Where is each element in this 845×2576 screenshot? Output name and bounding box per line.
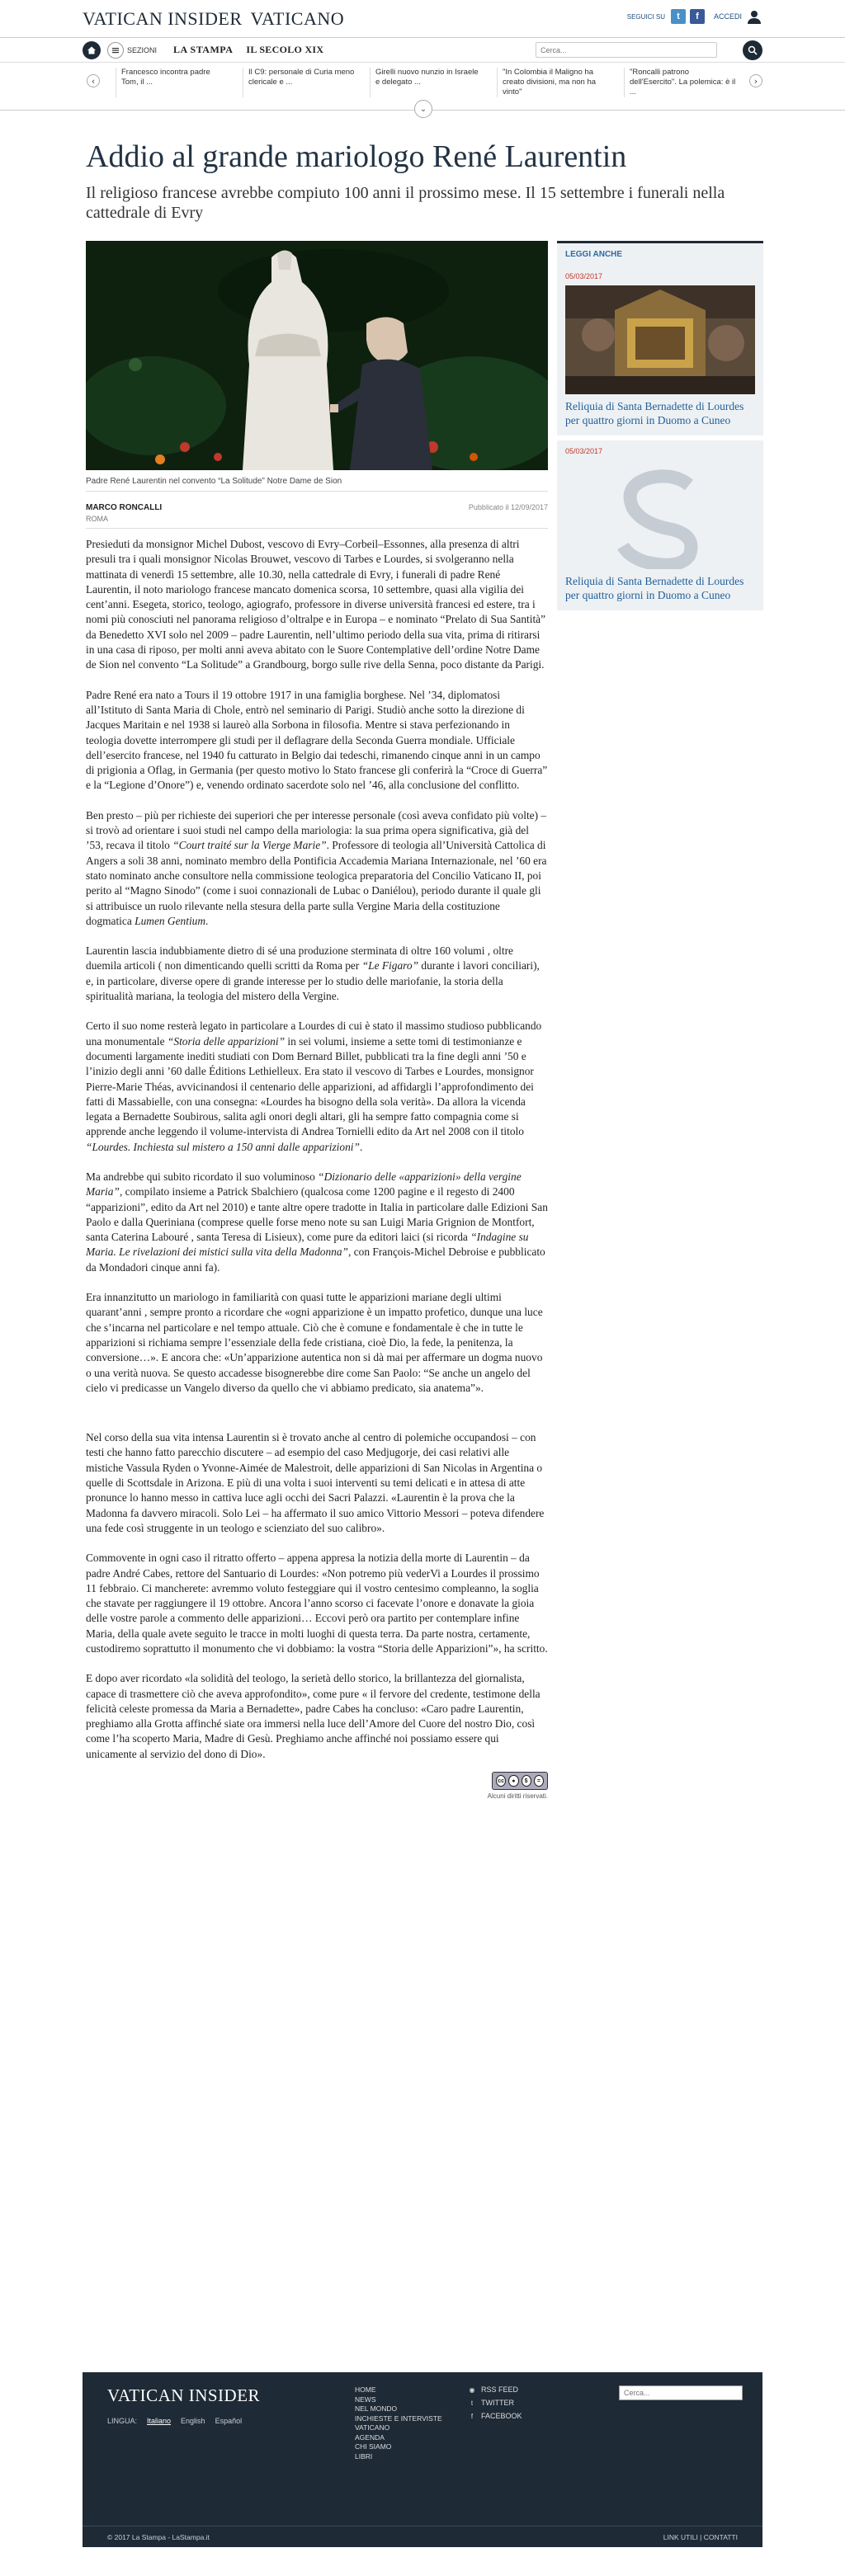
footer-bottom	[83, 2526, 762, 2547]
footer-search-input[interactable]	[619, 2385, 743, 2400]
footer-link[interactable]: HOME	[355, 2385, 376, 2394]
article-header	[0, 111, 845, 223]
footer-link[interactable]: CHI SIAMO	[355, 2442, 392, 2451]
article-photo	[86, 241, 548, 470]
secolo-xix-logo[interactable]: IL SECOLO XIX	[246, 44, 324, 55]
top-header	[0, 0, 845, 38]
related-heading: LEGGI ANCHE	[557, 241, 763, 266]
user-icon[interactable]	[746, 8, 762, 25]
paragraph: Padre René era nato a Tours il 19 ottobre 1917 in una famiglia borghese. Nel ’34, diplomatosi all’Istituto di Santa Maria di Chole, entrò nel seminario di Parigi. Studiò anche sotto la direzione di Jacques Maritain e nel 1938 si laureò alla Sorbona in filosofia. Mentre si stava perfezionando in teologia dovette interrompere gli studi per il deflagrare della Seconda Guerra mondiale. Ufficiale dell’esercito francese, nel 1940 fu catturato in Belgio dai tedeschi, rimanendo cinque anni in un campo di prigionia a Oflag, in Germania (per questo motivo lo Stato francese gli conferirà la “Croce di Guerra” e la “Legione d’Onore”) e, venendo ordinato sacerdote solo nel ’46, alla conclusione del conflitto.	[86, 688, 548, 792]
la-stampa-logo[interactable]: LA STAMPA	[173, 44, 234, 55]
news-carousel	[0, 63, 845, 114]
published-date: Pubblicato il 12/09/2017	[468, 503, 548, 511]
chevron-right-icon[interactable]: ›	[749, 74, 762, 87]
carousel-item[interactable]: Francesco incontra padre Tom, il ...	[116, 68, 228, 97]
author-block	[86, 503, 162, 523]
related-date: 05/03/2017	[565, 447, 603, 455]
paragraph: E dopo aver ricordato «la solidità del teologo, la serietà dello storico, la brillantezza del giornalista, capace di trasmettere ciò che aveva approfondito», come pure « il fervore del credente, testimone della felicità celeste promessa da Maria a Bernadette», padre Cabes ha concluso: «Caro padre Laurentin, preghiamo alla Grotta affinché siate ora immersi nella luce dell’Amore del Cuore del nostro Dio, così come l’ha scoperto Maria, Madre di Gesù. Preghiamo anche affinché noi possiamo essere qui unicamente al servizio del dono di Dio».	[86, 1672, 541, 1760]
creative-commons-icon[interactable]	[492, 1772, 548, 1790]
related-title[interactable]: Reliquia di Santa Bernadette di Lourdes per quattro giorni in Duomo a Cuneo	[565, 575, 744, 601]
related-card[interactable]	[557, 266, 763, 436]
statue-photo-image	[86, 241, 548, 470]
by-icon: ●	[508, 1775, 518, 1787]
rss-link[interactable]: ◉ RSS FEED	[469, 2385, 519, 2394]
paragraph: Laurentin lascia indubbiamente dietro di sé una produzione sterminata di oltre 160 volumi , oltre duemila articoli ( non dimenticando quelli scritti da Roma per “Le Figaro” durante i lavori conciliari), e, in particolare, diverse opere di grande interesse per lo studio delle mariofanie, la storia della spiritualità mariana, la teologia del mistero della Vergine.	[86, 944, 540, 1003]
footer-link[interactable]: AGENDA	[355, 2432, 385, 2442]
footer-link[interactable]: LIBRI	[355, 2451, 373, 2461]
paragraph: Ma andrebbe qui subito ricordato il suo voluminoso “Dizionario delle «apparizioni» della vergine Maria”, compilato insieme a Patrick Sbalchiero (qualcosa come 1200 pagine e il regesto di 2400 “apparizioni”, edito da Art nel 2010) e tante altre opere tradotte in Italia in particolare dalle Edizioni San Paolo e dalla Queriniana (comprese quelle forse meno note su san Luigi Maria Grignion de Montfort, santa Caterina Labouré , santa Teresa di Lisieux), come pure da editori laici (si ricorda “Indagine su Maria. Le rivelazioni dei mistici sulla vita della Madonna”, con François-Michel Debroise e pubblicato da Mondadori cinque anni fa).	[86, 1170, 548, 1274]
reliquary-image	[565, 285, 755, 394]
facebook-icon[interactable]: f	[690, 9, 705, 24]
footer-links	[355, 2385, 442, 2461]
home-icon	[87, 45, 97, 55]
language-option[interactable]: Español	[215, 2417, 243, 2425]
related-card[interactable]	[557, 440, 763, 610]
footer-link[interactable]: INCHIESTE E INTERVISTE	[355, 2414, 442, 2423]
nd-icon: =	[534, 1775, 544, 1787]
dateline-city: ROMA	[86, 515, 108, 523]
utility-links[interactable]: LINK UTILI | CONTATTI	[663, 2532, 738, 2541]
search-input[interactable]	[536, 42, 717, 58]
article-body	[86, 528, 548, 1762]
header-actions	[627, 8, 762, 25]
placeholder-image[interactable]	[565, 460, 755, 569]
cc-icon: cc	[496, 1775, 506, 1787]
paragraph: Presieduti da monsignor Michel Dubost, vescovo di Evry–Corbeil–Essonnes, alla presenza di altri presuli tra i quali monsignor Nicolas Brouwet, vescovo di Tarbes e Lourdes, si svolgeranno nella mattinata di venerdì 15 settembre, alle 10.30, nella cattedrale di Evry, i funerali di padre René Laurentin, il noto mariologo francese mancato domenica scorsa, 10 settembre, quasi alla vigilia dei cent’anni. Esegeta, storico, teologo, agiografo, professore in diverse università francesi ed estere, tra i nomi più conosciuti nel panorama religioso d’oltralpe e in Europa – e nominato “Prelato di Sua Santità” da Benedetto XVI solo nel 2009 – padre Laurentin, nell’ultimo periodo della sua vita, prima di ritirarsi in una casa di riposo, per molti anni aveva abitato con le Suore Contemplative dell’ordine Notre Dame de Sion nel convento “La Solitude” a Grandbourg, borgo sulle rive della Senna, poco distante da Parigi.	[86, 538, 546, 671]
logo-placeholder-icon	[565, 460, 755, 569]
article-subtitle: Il religioso francese avrebbe compiuto 100 anni il prossimo mese. Il 15 settembre i funerali nella cattedrale di Evry	[86, 184, 725, 222]
related-title[interactable]: Reliquia di Santa Bernadette di Lourdes per quattro giorni in Duomo a Cuneo	[565, 400, 744, 426]
login-link[interactable]: ACCEDI	[713, 12, 742, 21]
language-label: LINGUA:	[107, 2417, 138, 2425]
paragraph: Ben presto – più per richieste dei superiori che per interesse personale (così aveva confidato più volte) – si trovò ad orientare i suoi studi nel campo della mariologia: la sua prima opera significativa, già del ’53, recava il titolo “Court traité sur la Vierge Marie”. Professore di teologia all’Università Cattolica di Angers a soli 38 anni, nominato membro della Pontificia Accademia Mariana Internazionale, nel ’60 era stato nominato anche consultore nella commissione teologica preparatoria del Concilio Vaticano II, poi perito al “Magno Sinodo” (come i suoi connazionali de Lubac o Daniélou), periodo durante il quale gli si attribuisce un ruolo rilevante nella stesura della parte sulla Vergine Maria della costituzione dogmatica Lumen Gentium.	[86, 808, 547, 927]
related-date: 05/03/2017	[565, 272, 603, 280]
carousel-items	[116, 68, 736, 97]
home-button[interactable]	[83, 41, 101, 59]
brand-logo[interactable]: VATICAN INSIDER	[83, 7, 243, 29]
section-title[interactable]: VATICANO	[250, 7, 345, 29]
carousel-item[interactable]: Girelli nuovo nunzio in Israele e delegato ...	[370, 68, 482, 97]
article-column	[86, 241, 548, 1800]
nc-icon: $	[522, 1775, 531, 1787]
byline	[86, 503, 548, 523]
site-footer	[83, 2372, 762, 2547]
footer-link[interactable]: NEWS	[355, 2395, 376, 2404]
language-option[interactable]: English	[181, 2417, 205, 2425]
paragraph: Commovente in ogni caso il ritratto offerto – appena appresa la notizia della morte di Laurentin – da padre André Cabes, rettore del Santuario di Lourdes: «Non potremo più vederVi a Lourdes il prossimo 11 febbraio. Ci mancherete: avremmo voluto festeggiare qui il vostro centesimo compleanno, la soglia che stavate per raggiungere il 19 ottobre. Ancora l’anno scorso ci facevate l’onore e donavate la gioia delle vostre parole a commento delle apparizioni… Eccovi però ora partito per contemplare infine Maria, della quale avete seguito le tracce in molti luoghi di questa terra. Da parte nostra, certamente, custodiremo soprattutto il monumento che vi dobbiamo: la vostra “Storia delle Apparizioni”», ha scritto.	[86, 1552, 548, 1655]
carousel-item[interactable]: Il C9: personale di Curia meno clericale e ...	[243, 68, 355, 97]
search-button[interactable]	[743, 40, 762, 60]
language-option[interactable]: Italiano	[147, 2417, 172, 2425]
copyright: © 2017 La Stampa - LaStampa.it	[107, 2532, 210, 2541]
photo-caption: Padre René Laurentin nel convento “La Solitude” Notre Dame de Sion	[86, 470, 548, 492]
chevron-down-icon[interactable]: ⌄	[414, 100, 432, 118]
chevron-left-icon[interactable]: ‹	[87, 74, 100, 87]
paragraph: Certo il suo nome resterà legato in particolare a Lourdes di cui è stato il massimo studioso pubblicando una monumentale “Storia delle apparizioni” in sei volumi, insieme a sette tomi di testimonianze e documenti largamente inediti studiati con Dom Bernard Billet, pubblicati tra la fine degli anni ’50 e l’inizio degli anni ’60 dalle Éditions Lethielleux. Era stato il vescovo di Tarbes e Lourdes, monsignor Pierre-Marie Théas, avvicinandosi il centenario delle apparizioni, ad affidargli l’approfondimento dei fatti di Massabielle, con una consegna: «Lourdes ha bisogno della sola verità». Da allora la vicenda legata a Bernadette Soubirous, salita agli onori degli altari, gli ha sempre fatto compagnia come si apprende anche leggendo il volume-intervista di Andrea Tornielli edito da Art nel 2008 con il titolo “Lourdes. Inchiesta sul mistero a 150 anni dalle apparizioni”.	[86, 1020, 542, 1153]
sidebar	[557, 241, 763, 619]
author-name[interactable]: MARCO RONCALLI	[86, 503, 163, 512]
menu-button[interactable]	[107, 42, 124, 59]
twitter-link[interactable]: t TWITTER	[468, 2399, 522, 2407]
carousel-item[interactable]: "Roncalli patrono dell'Esercito". La polemica: è il ...	[624, 68, 736, 97]
nav-bar	[0, 38, 845, 63]
rights-text: Alcuni diritti riservati.	[487, 1792, 548, 1801]
content-area	[0, 241, 845, 2560]
article-title: Addio al grande mariologo René Laurentin	[86, 139, 627, 174]
facebook-icon: f	[470, 2412, 474, 2420]
twitter-icon: t	[470, 2399, 474, 2407]
twitter-icon[interactable]: t	[671, 9, 686, 24]
language-selector	[107, 2417, 242, 2425]
related-image[interactable]	[565, 285, 755, 394]
sections-label[interactable]: SEZIONI	[127, 45, 158, 54]
search-icon	[748, 45, 758, 55]
footer-logo[interactable]: VATICAN INSIDER	[107, 2385, 261, 2405]
footer-social	[468, 2385, 522, 2425]
facebook-link[interactable]: f FACEBOOK	[468, 2412, 522, 2420]
follow-label: SEGUICI SU	[626, 12, 665, 21]
menu-icon	[111, 46, 120, 54]
paragraph: Nel corso della sua vita intensa Laurentin si è trovato anche al centro di polemiche occupandosi – con testi che hanno fatto parecchio discutere – ad esempio del caso Medjugorje, dei casi relativi alle mistiche Vassula Ryden o Yvonne-Aimée de Malestroit, delle apparizioni di San Nicolas in Argentina o quelle di Scottsdale in Arizona. E più di una volta i suoi interventi su temi delicati e in attesa di atte pronunce lo hanno messo in cattiva luce agli occhi dei Sacri Palazzi. «Laurentin è la prova che la Madonna fa davvero miracoli. Solo Lei – ha affermato il suo amico Vittorio Messori – poteva difendere una fede così struggente in un teologo e scienziato del suo calibro».	[86, 1431, 545, 1534]
footer-link[interactable]: NEL MONDO	[355, 2404, 398, 2413]
paragraph: Era innanzitutto un mariologo in familiarità con quasi tutte le apparizioni mariane degli ultimi quarant’anni , sempre pronto a ricordare che «ogni apparizione è un impatto profetico, dunque una luce che s’incarna nel particolare e nel tempo attuale. Ciò che è comune e fondamentale è che in tutte le apparizioni si richiama sempre l’essenziale della fede cristiana, cioè Dio, la fede, la penitenza, la conversione…». E ancora che: «Un’apparizione autentica non si dà mai per affermare un dogma nuovo o una verità nuova. Se questo accadesse bisognerebbe dire come San Paolo: “Se anche un angelo del cielo vi predicasse un Vangelo diverso da quello che vi abbiamo predicato, sia anatema”».	[86, 1291, 543, 1394]
license-block	[86, 1772, 548, 1800]
carousel-item[interactable]: "In Colombia il Maligno ha creato divisioni, ma non ha vinto"	[497, 68, 609, 97]
footer-link[interactable]: VATICANO	[355, 2423, 390, 2432]
rss-icon: ◉	[469, 2385, 475, 2394]
